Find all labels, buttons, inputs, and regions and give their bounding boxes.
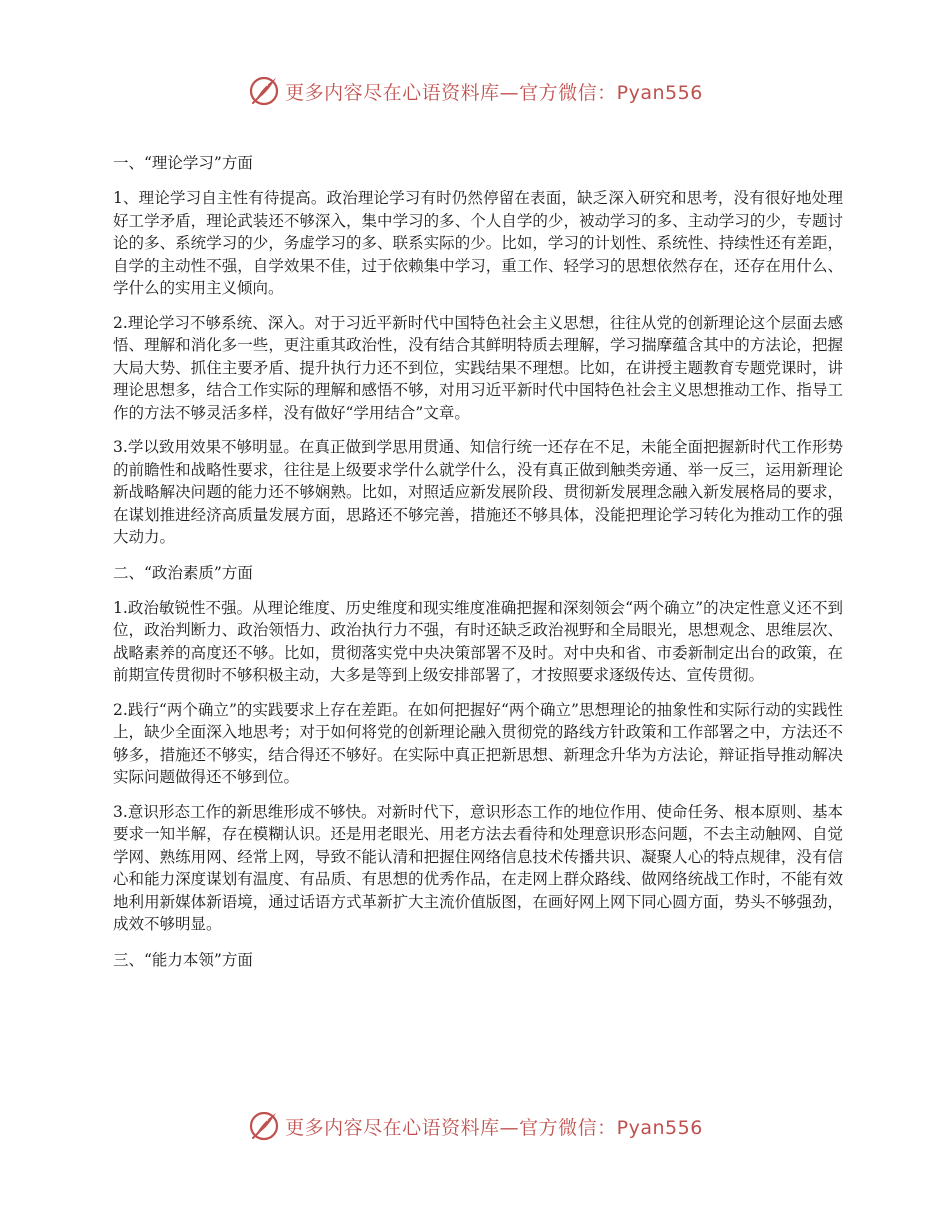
paragraph: 3.意识形态工作的新思维形成不够快。对新时代下，意识形态工作的地位作用、使命任务、根本原则、基本要求一知半解，存在模糊认识。还是用老眼光、用老方法去看待和处理意识形态问题，不去主动触网、自觉学网、熟练用网、经常上网，导致不能认清和把握住网络信息技术传播共识、凝聚人心的特点规律，没有信心和能力深度谋划有温度、有品质、有思想的优秀作品，在走网上群众路线、做网络统战工作时，不能有效地利用新媒体新语境，通过话语方式革新扩大主流价值版图，在画好网上网下同心圆方面，势头不够强劲，成效不够明显。 [113,802,843,933]
document-body [113,151,843,984]
paragraph: 1.政治敏锐性不强。从理论维度、历史维度和现实维度准确把握和深刻领会“两个确立”的决定性意义还不到位，政治判断力、政治领悟力、政治执行力不强，有时还缺乏政治视野和全局眼光，思想观念、思维层次、战略素养的高度还不够。比如，贯彻落实党中央决策部署不及时。对中央和省、市委新制定出台的政策，在前期宣传贯彻时不够积极主动，大多是等到上级安排部署了，才按照要求逐级传达、宣传贯彻。 [113,598,843,684]
footer-watermark-banner [0,1106,950,1146]
header-watermark-text: 更多内容尽在心语资料库—官方微信：Pyan556 [285,81,703,104]
paragraph: 3.学以致用效果不够明显。在真正做到学思用贯通、知信行统一还存在不足，未能全面把握新时代工作形势的前瞻性和战略性要求，往往是上级要求学什么就学什么，没有真正做到触类旁通、举一反三，运用新理论新战略解决问题的能力还不够娴熟。比如，对照适应新发展阶段、贯彻新发展理念融入新发展格局的要求，在谋划推进经济高质量发展方面，思路还不够完善，措施还不够具体，没能把理论学习转化为推动工作的强大动力。 [113,438,843,546]
section-heading: 一、“理论学习”方面 [113,154,253,172]
footer-watermark-text: 更多内容尽在心语资料库—官方微信：Pyan556 [285,1116,703,1139]
quill-logo-icon [247,1109,281,1143]
quill-logo-icon [247,74,281,108]
paragraph: 2.践行“两个确立”的实践要求上存在差距。在如何把握好“两个确立”思想理论的抽象性和实际行动的实践性上，缺少全面深入地思考；对于如何将党的创新理论融入贯彻党的路线方针政策和工作部署之中，方法还不够多，措施还不够实，结合得还不够好。在实际中真正把新思想、新理念升华为方法论，辩证指导推动解决实际问题做得还不够到位。 [113,700,843,786]
paragraph: 1、理论学习自主性有待提高。政治理论学习有时仍然停留在表面，缺乏深入研究和思考，没有很好地处理好工学矛盾，理论武装还不够深入，集中学习的多、个人自学的少，被动学习的多、主动学习的少，专题讨论的多、系统学习的少，务虚学习的多、联系实际的少。比如，学习的计划性、系统性、持续性还有差距，自学的主动性不强，自学效果不佳，过于依赖集中学习，重工作、轻学习的思想依然存在，还存在用什么、学什么的实用主义倾向。 [113,189,843,297]
paragraph: 2.理论学习不够系统、深入。对于习近平新时代中国特色社会主义思想，往往从党的创新理论这个层面去感悟、理解和消化多一些，更注重其政治性，没有结合其鲜明特质去理解，学习揣摩蕴含其中的方法论，把握大局大势、抓住主要矛盾、提升执行力还不到位，实践结果不理想。比如，在讲授主题教育专题党课时，讲理论思想多，结合工作实际的理解和感悟不够，对用习近平新时代中国特色社会主义思想推动工作、指导工作的方法不够灵活多样，没有做好“学用结合”文章。 [113,313,843,422]
section-heading: 二、“政治素质”方面 [113,563,253,582]
section-heading: 三、“能力本领”方面 [113,950,253,969]
header-watermark-banner [0,71,950,111]
